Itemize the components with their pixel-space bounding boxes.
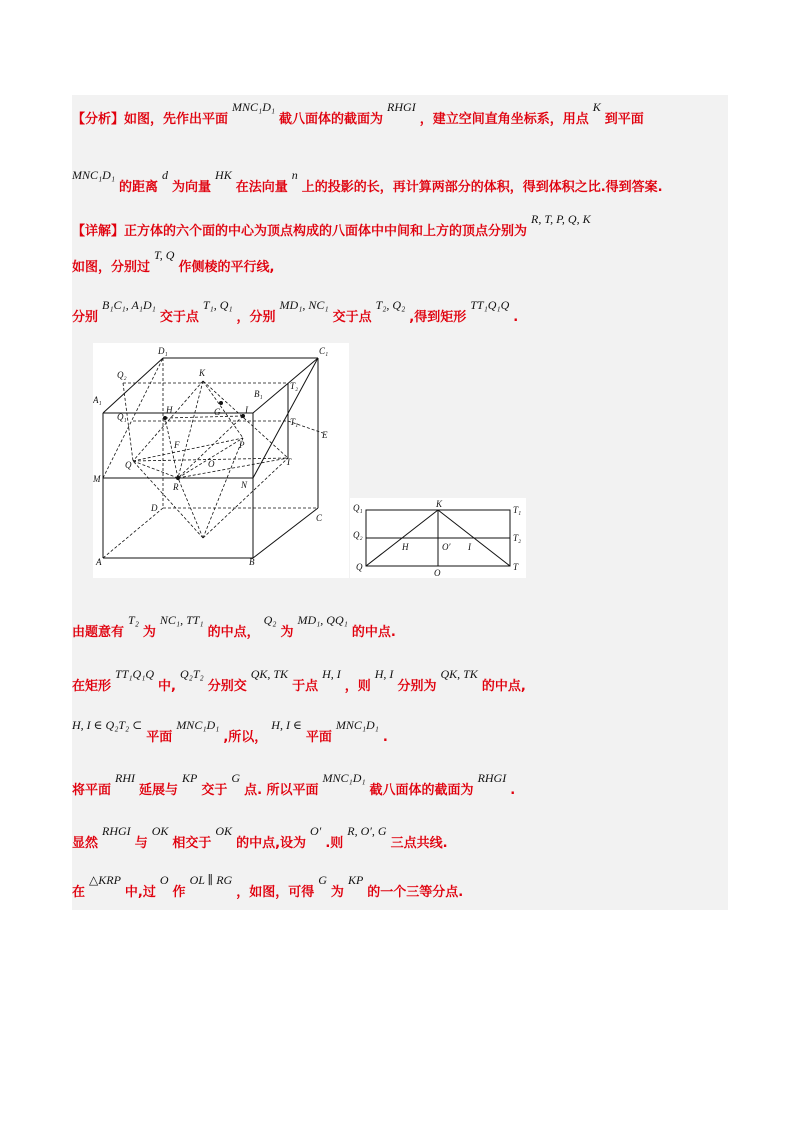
label-C1: C₁ <box>319 346 329 356</box>
label-A1: A₁ <box>93 395 102 405</box>
label-T: T <box>286 457 292 467</box>
detail-line-3: 分别B₁C₁, A₁D₁交于点T₁, Q₁，分别MD₁, NC₁交于点T₂, Q₂,得到矩形TT₁Q₁Q. <box>72 298 519 325</box>
label-K: K <box>199 368 206 378</box>
label-O: O <box>434 568 441 578</box>
label-H: H <box>402 542 409 552</box>
label-Q: Q <box>125 460 132 470</box>
label-I: I <box>245 405 248 415</box>
label-C: C <box>316 513 323 523</box>
label-Q1: Q₁ <box>353 503 363 513</box>
label-Q2: Q₂ <box>117 370 127 380</box>
label-D1: D₁ <box>158 346 168 356</box>
cube-octahedron-figure <box>93 343 349 578</box>
label-H: H <box>166 405 173 415</box>
detail-line-7: 将平面RHI延展与KP交于G点. 所以平面MNC₁D₁截八面体的截面为RHGI. <box>72 771 516 798</box>
detail-line-6: H, I ∈ Q₂T₂ ⊂平面MNC₁D₁,所以，H, I ∈平面MNC₁D₁. <box>72 718 388 745</box>
label-R: R <box>173 482 179 492</box>
label-Q2: Q₂ <box>353 530 363 540</box>
detail-line-2: 如图，分别过T, Q作侧棱的平行线, <box>72 248 275 275</box>
label-T1: T₁ <box>513 505 522 515</box>
analysis-line-1: 【分析】如图，先作出平面MNC₁D₁截八面体的截面为RHGI，建立空间直角坐标系，用点K到平面 <box>72 100 644 127</box>
label-T: T <box>513 562 519 572</box>
label-G: G <box>214 407 221 417</box>
label-K: K <box>436 499 443 509</box>
label-I: I <box>468 542 471 552</box>
label-N: N <box>241 480 248 490</box>
detail-line-9: 在△KRP中,过O作OL ∥ RG，如图，可得G为KP的一个三等分点. <box>72 873 464 900</box>
label-Q: Q <box>356 562 363 572</box>
label-P: P <box>239 440 245 450</box>
label-M: M <box>93 474 101 484</box>
label-B1: B₁ <box>254 389 263 399</box>
detail-line-1: 【详解】正方体的六个面的中心为顶点构成的八面体中中间和上方的顶点分别为R, T, P, Q, K <box>72 212 591 239</box>
label-O: O <box>208 459 215 469</box>
detail-line-4: 由题意有T₂为NC₁, TT₁的中点，Q₂为MD₁, QQ₁的中点. <box>72 613 396 640</box>
label-F: F <box>174 440 180 450</box>
detail-line-8: 显然RHGI与OK相交于OK的中点,设为O′.则R, O′, G三点共线. <box>72 824 448 851</box>
detail-line-5: 在矩形TT₁Q₁Q中,Q₂T₂分别交QK, TK于点H, I，则H, I分别为QK, TK的中点, <box>72 667 526 694</box>
label-T2: T₂ <box>290 381 299 391</box>
analysis-line-2: MNC₁D₁的距离d为向量HK在法向量n上的投影的长，再计算两部分的体积，得到体积之比.得到答案. <box>72 168 663 195</box>
label-O-prime: O′ <box>442 542 451 552</box>
label-T2: T₂ <box>513 533 522 543</box>
label-Q1: Q₁ <box>117 412 127 422</box>
rectangle-section-figure <box>350 498 526 578</box>
label-B: B <box>249 557 255 567</box>
label-D: D <box>151 503 158 513</box>
label-E: E <box>322 430 328 440</box>
label-A: A <box>96 557 102 567</box>
label-T1: T₁ <box>290 417 299 427</box>
